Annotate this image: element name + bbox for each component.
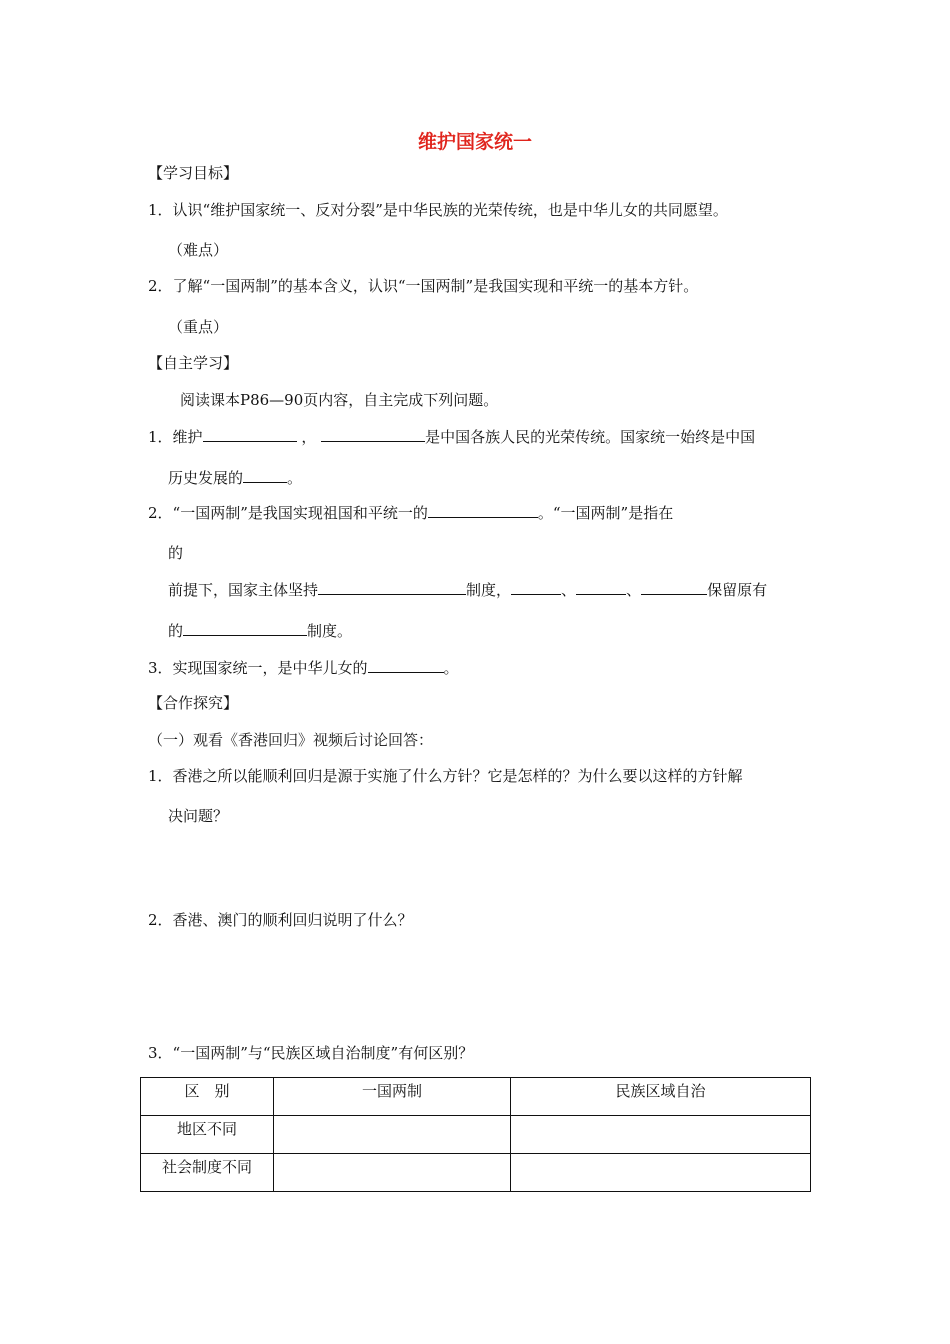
self-study-question-1-cont <box>168 467 302 488</box>
table-row-label: 地区不同 <box>141 1116 274 1154</box>
cooperation-question-1-cont: 决问题？ <box>168 807 229 825</box>
table-header-cell: 区 别 <box>141 1078 274 1116</box>
answer-blank[interactable] <box>321 426 425 442</box>
cooperation-question-3: 3．“一国两制”与“民族区域自治制度”有何区别？ <box>148 1044 474 1062</box>
answer-blank[interactable] <box>368 657 444 673</box>
table-row <box>141 1154 811 1192</box>
question-text: 历史发展的 <box>168 469 244 487</box>
answer-blank[interactable] <box>183 620 307 636</box>
answer-blank[interactable] <box>576 579 626 595</box>
self-study-question-2-cont: 的 <box>168 544 184 562</box>
goal-1: 1．认识“维护国家统一、反对分裂”是中华民族的光荣传统，也是中华儿女的共同愿望。 <box>148 201 728 219</box>
question-text: 是中国各族人民的光荣传统。国家统一始终是中国 <box>425 428 756 446</box>
question-text: 的 <box>168 622 184 640</box>
answer-blank[interactable] <box>243 467 287 483</box>
answer-blank[interactable] <box>641 579 707 595</box>
answer-blank[interactable] <box>318 579 466 595</box>
cooperation-subheading: （一）观看《香港回归》视频后讨论回答： <box>148 731 434 749</box>
table-header-row <box>141 1078 811 1116</box>
question-text: 保留原有 <box>707 581 768 599</box>
table-answer-cell[interactable] <box>511 1154 811 1192</box>
table-header-cell: 一国两制 <box>274 1078 511 1116</box>
self-study-intro: 阅读课本P86—90页内容，自主完成下列问题。 <box>180 391 499 409</box>
page-title: 维护国家统一 <box>417 131 532 153</box>
self-study-question-2-line-4 <box>168 620 352 641</box>
answer-blank[interactable] <box>203 426 297 442</box>
question-text: ， <box>301 428 317 446</box>
question-text: 1．维护 <box>148 428 203 446</box>
self-study-question-2-line-3 <box>168 579 767 600</box>
cooperation-question-2: 2．香港、澳门的顺利回归说明了什么？ <box>148 911 413 929</box>
self-study-question-3 <box>148 657 459 678</box>
question-text: 制度。 <box>307 622 353 640</box>
question-text: 、 <box>626 581 642 599</box>
cooperation-question-1: 1．香港之所以能顺利回归是源于实施了什么方针？它是怎样的？为什么要以这样的方针解 <box>148 767 743 785</box>
table-row-label: 社会制度不同 <box>141 1154 274 1192</box>
answer-blank[interactable] <box>511 579 561 595</box>
answer-blank[interactable] <box>428 502 538 518</box>
section-heading-self-study: 【自主学习】 <box>148 354 239 372</box>
question-text: 2．“一国两制”是我国实现祖国和平统一的 <box>148 504 428 522</box>
question-text: 。“一国两制”是指在 <box>537 504 674 522</box>
table-answer-cell[interactable] <box>274 1116 511 1154</box>
comparison-table <box>140 1077 811 1192</box>
question-text: 。 <box>443 659 459 677</box>
question-text: 前提下，国家主体坚持 <box>168 581 319 599</box>
section-heading-cooperation: 【合作探究】 <box>148 694 239 712</box>
self-study-question-2 <box>148 502 673 523</box>
question-text: 、 <box>561 581 577 599</box>
table-answer-cell[interactable] <box>274 1154 511 1192</box>
section-heading-goals: 【学习目标】 <box>148 164 239 182</box>
table-answer-cell[interactable] <box>511 1116 811 1154</box>
table-row <box>141 1116 811 1154</box>
self-study-question-1 <box>148 426 755 447</box>
question-text: 。 <box>287 469 303 487</box>
question-text: 制度， <box>466 581 512 599</box>
goal-2-tag: （重点） <box>168 318 229 336</box>
goal-2: 2．了解“一国两制”的基本含义，认识“一国两制”是我国实现和平统一的基本方针。 <box>148 277 699 295</box>
question-text: 3．实现国家统一，是中华儿女的 <box>148 659 368 677</box>
table-header-cell: 民族区域自治 <box>511 1078 811 1116</box>
goal-1-tag: （难点） <box>168 241 229 259</box>
